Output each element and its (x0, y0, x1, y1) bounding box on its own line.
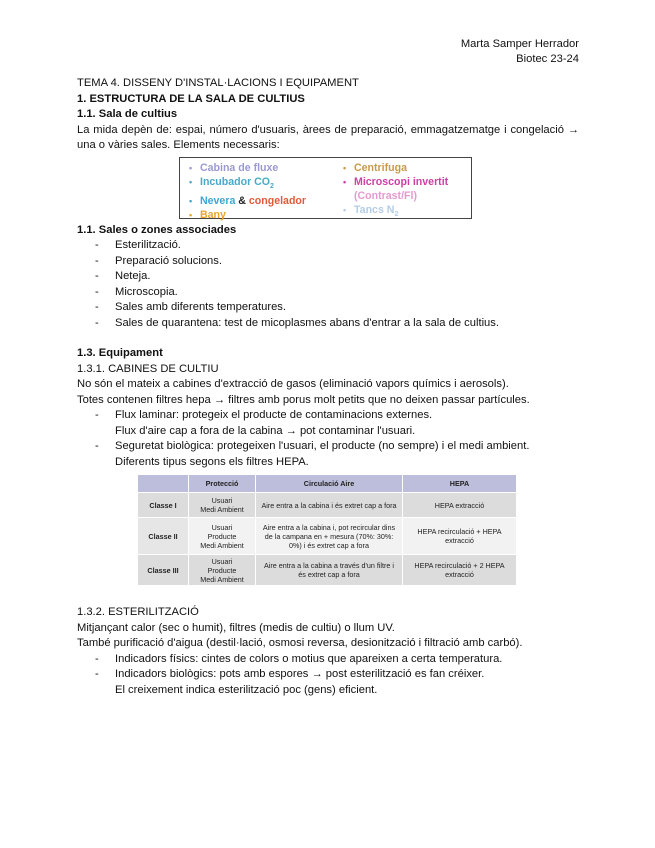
element-label: Tancs $N_2$ (354, 203, 399, 218)
table-header: Circulació Aire (256, 475, 403, 493)
element-label: Nevera (200, 194, 236, 207)
section-title: 1. ESTRUCTURA DE LA SALA DE CULTIUS (77, 92, 305, 105)
element-label: Cabina de fluxe (200, 161, 279, 174)
bullet-icon: • (189, 162, 193, 173)
bullet-icon: • (343, 204, 347, 215)
element-item (340, 203, 448, 222)
list-item-continuation: Diferents tipus segons els filtres HEPA. (115, 455, 309, 468)
paragraph: També purificació d'aigua (destil·lació, osmosi reversa, desionització i filtració amb carbó). (77, 637, 523, 649)
list-item: - Flux laminar: protegeix el producte de contaminacions externes. (95, 409, 433, 421)
list-item: - Esterilització. (95, 239, 181, 251)
elements-right-column (340, 161, 448, 222)
list-item-continuation: Flux d'aire cap a fora de la cabina → pot contaminar l'usuari. (115, 424, 416, 437)
paragraph: No són el mateix a cabines d'extracció de gasos (eliminació vapors químics i aerosols). (77, 378, 509, 390)
header-course: Biotec 23-24 (516, 53, 579, 65)
list-item: - Sales de quarantena: test de micoplasmes abans d'entrar a la sala de cultius. (95, 316, 499, 329)
table-row: Classe I Usuari Medi Ambient Aire entra a la cabina i és extret cap a fora HEPA extracció (138, 493, 517, 518)
table-header-blank (138, 475, 189, 493)
element-item (340, 189, 448, 203)
list-item: - Microscopia. (95, 285, 178, 298)
table-row: Classe III Usuari Producte Medi Ambient Aire entra a la cabina a través d'un filtre i és extret cap a fora HEPA recirculació + 2 HEPA extracció (138, 555, 517, 586)
table-header: Protecció (189, 475, 256, 493)
list-item: - Indicadors físics: cintes de colors o motius que apareixen a certa temperatura. (95, 652, 503, 665)
bullet-icon: • (189, 195, 193, 206)
element-item (186, 175, 306, 194)
bullet-icon: • (343, 176, 347, 187)
header-author: Marta Samper Herrador (460, 38, 579, 50)
paragraph: Mitjançant calor (sec o humit), filtres (medis de cultiu) o llum UV. (77, 621, 395, 634)
element-label-2: congelador (248, 194, 307, 207)
paragraph: Totes contenen filtres hepa → filtres amb porus molt petits que no deixen passar partícules. (77, 393, 530, 406)
table-row: Classe II Usuari Producte Medi Ambient Aire entra a la cabina i, pot recircular dins de la campana en + mesura (70%: 30%: 0%) i és extret cap a fora HEPA recirculació + HEPA extracció (138, 518, 517, 555)
subsection-cabines: 1.3.1. CABINES DE CULTIU (77, 362, 219, 375)
element-item (186, 208, 306, 222)
list-item: - Indicadors biològics: pots amb espores → post esterilització es fan créixer. (95, 668, 485, 680)
subsection-sala-cultius: 1.1. Sala de cultius (77, 108, 178, 120)
subsection-esterilitzacio: 1.3.2. ESTERILITZACIÓ (77, 606, 199, 618)
element-label: Centrifuga (354, 161, 407, 174)
list-item-continuation: El creixement indica esterilització poc (gens) eficient. (115, 683, 378, 696)
element-item (340, 175, 448, 189)
list-item: - Neteja. (95, 270, 151, 282)
element-label: Bany (200, 208, 226, 221)
elements-panel (179, 157, 472, 219)
subsection-equipament: 1.3. Equipament (77, 347, 163, 359)
subsection-sales-zones: 1.1. Sales o zones associades (77, 223, 237, 236)
topic-title: TEMA 4. DISSENY D'INSTAL·LACIONS I EQUIPAMENT (77, 77, 359, 89)
bullet-icon: • (189, 209, 193, 220)
list-item: - Preparació solucions. (95, 254, 222, 267)
bullet-icon: • (189, 176, 193, 187)
element-label: (Contrast/Fl) (354, 189, 417, 202)
element-item (340, 161, 448, 175)
cabinet-classes-table (137, 474, 517, 586)
element-label: Incubador $CO_2$ (200, 175, 274, 190)
element-label: Microscopi invertit (354, 175, 449, 188)
list-item: - Seguretat biològica: protegeixen l'usuari, el producte (no sempre) i el medi ambient. (95, 440, 530, 452)
document-page (77, 37, 579, 698)
elements-left-column (186, 161, 306, 222)
bullet-icon: • (343, 162, 347, 173)
element-item (186, 161, 306, 175)
table-header: HEPA (403, 475, 517, 493)
intro-paragraph: La mida depèn de: espai, número d'usuaris, àrees de preparació, emmagatzematge i congelació → una o vàries sales. Elements necessaris: (77, 123, 579, 151)
element-item (186, 194, 306, 208)
element-amp: & (238, 194, 246, 207)
list-item: - Sales amb diferents temperatures. (95, 301, 287, 313)
